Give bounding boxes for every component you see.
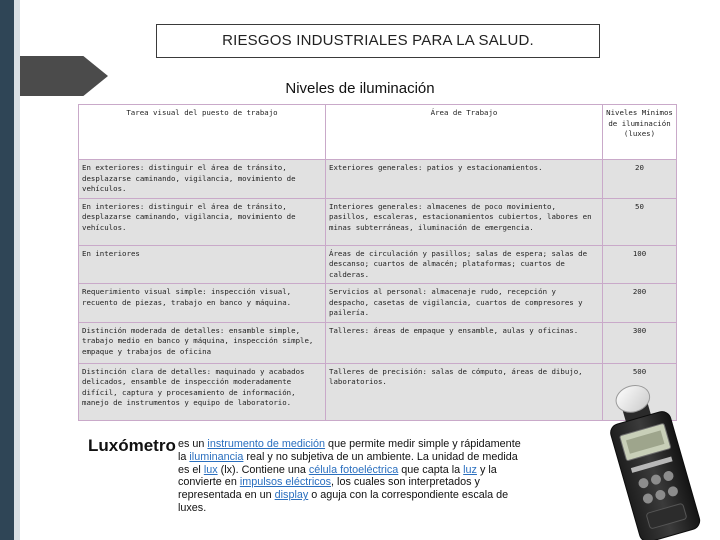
cell-tarea: En interiores: distinguir el área de tránsito, desplazarse caminando, vigilancia, movimiento de vehículos. [79, 198, 326, 245]
cell-tarea: Distinción moderada de detalles: ensamble simple, trabajo medio en banco y máquina, inspección simple, empaque y trabajos de oficina [79, 322, 326, 363]
table-row [79, 198, 677, 245]
cell-lux: 300 [603, 322, 677, 363]
desc-text: (lx). Contiene una [217, 463, 309, 476]
desc-text: , los cuales son interpretados y representada en un [178, 476, 480, 502]
cell-tarea [79, 160, 326, 199]
cell-area: Interiores generales: almacenes de poco movimiento, pasillos, escaleras, estacionamientos cubiertos, labores en minas subterráneas, iluminación de emergencia. [326, 198, 603, 245]
slide-subtitle: Niveles de iluminación [285, 80, 435, 97]
cell-area: Servicios al personal: almacenaje rudo, recepción y despacho, casetas de vigilancia, cuartos de compresores y pailería. [326, 284, 603, 323]
table-header-row [79, 105, 677, 160]
cell-tarea: Distinción clara de detalles: maquinado y acabados delicados, ensamble de inspección moderadamente difícil, captura y procesamiento de información, manejo de instrumentos y equipo de laboratorio. [79, 363, 326, 420]
cell-lux: 100 [603, 245, 677, 284]
link-instrumento[interactable]: instrumento de medición [207, 438, 326, 450]
cell-tarea: En interiores [79, 245, 326, 284]
luxometro-label: Luxómetro [88, 436, 176, 455]
desc-text: o aguja con la correspondiente escala de luxes. [178, 489, 509, 514]
cell-area: Áreas de circulación y pasillos; salas de espera; salas de descanso; cuartos de almacén; plataformas; cuartos de calderas. [326, 245, 603, 284]
table-row [79, 160, 677, 199]
header-lux: Niveles Mínimos de iluminación (luxes) [603, 105, 677, 160]
table-row [79, 363, 677, 420]
cell-lux: 200 [603, 284, 677, 323]
header-area: Área de Trabajo [326, 105, 603, 160]
cell-lux: 50 [603, 198, 677, 245]
cell-tarea-text: En exteriores: distinguir el área de tránsito, desplazarse caminando, vigilancia, movimiento de vehículos. [82, 163, 296, 193]
luxmeter-device-image [592, 382, 712, 540]
desc-text: que capta la [398, 463, 464, 476]
table-row [79, 284, 677, 323]
link-celula[interactable]: célula fotoeléctrica [308, 463, 399, 476]
cell-area: Talleres de precisión: salas de cómputo, áreas de dibujo, laboratorios. [326, 363, 603, 420]
slide-title: RIESGOS INDUSTRIALES PARA LA SALUD. [156, 24, 600, 58]
luxometro-description [178, 438, 524, 515]
cell-lux: 500 [603, 363, 677, 420]
header-tarea: Tarea visual del puesto de trabajo [79, 105, 326, 160]
desc-text: que permite medir simple y rápidamente la [178, 438, 521, 463]
cell-lux: 20 [603, 160, 677, 199]
cell-area: Talleres: áreas de empaque y ensamble, aulas y oficinas. [326, 322, 603, 363]
desc-text: y la convierte en [178, 463, 497, 489]
link-display[interactable]: display [274, 489, 309, 502]
link-luz[interactable]: luz [463, 463, 477, 476]
table-row [79, 322, 677, 363]
cell-area: Exteriores generales: patios y estacionamientos. [326, 160, 603, 199]
cell-tarea: Requerimiento visual simple: inspección visual, recuento de piezas, trabajo en banco y máquina. [79, 284, 326, 323]
illumination-table [78, 104, 677, 421]
table-row [79, 245, 677, 284]
link-impulsos[interactable]: impulsos eléctricos [239, 476, 332, 489]
link-iluminancia[interactable]: iluminancia [189, 450, 244, 463]
desc-text: real y no subjetiva de un ambiente. La unidad de medida es el [178, 450, 518, 476]
link-lux[interactable]: lux [203, 463, 218, 476]
desc-text: es un [178, 438, 208, 450]
